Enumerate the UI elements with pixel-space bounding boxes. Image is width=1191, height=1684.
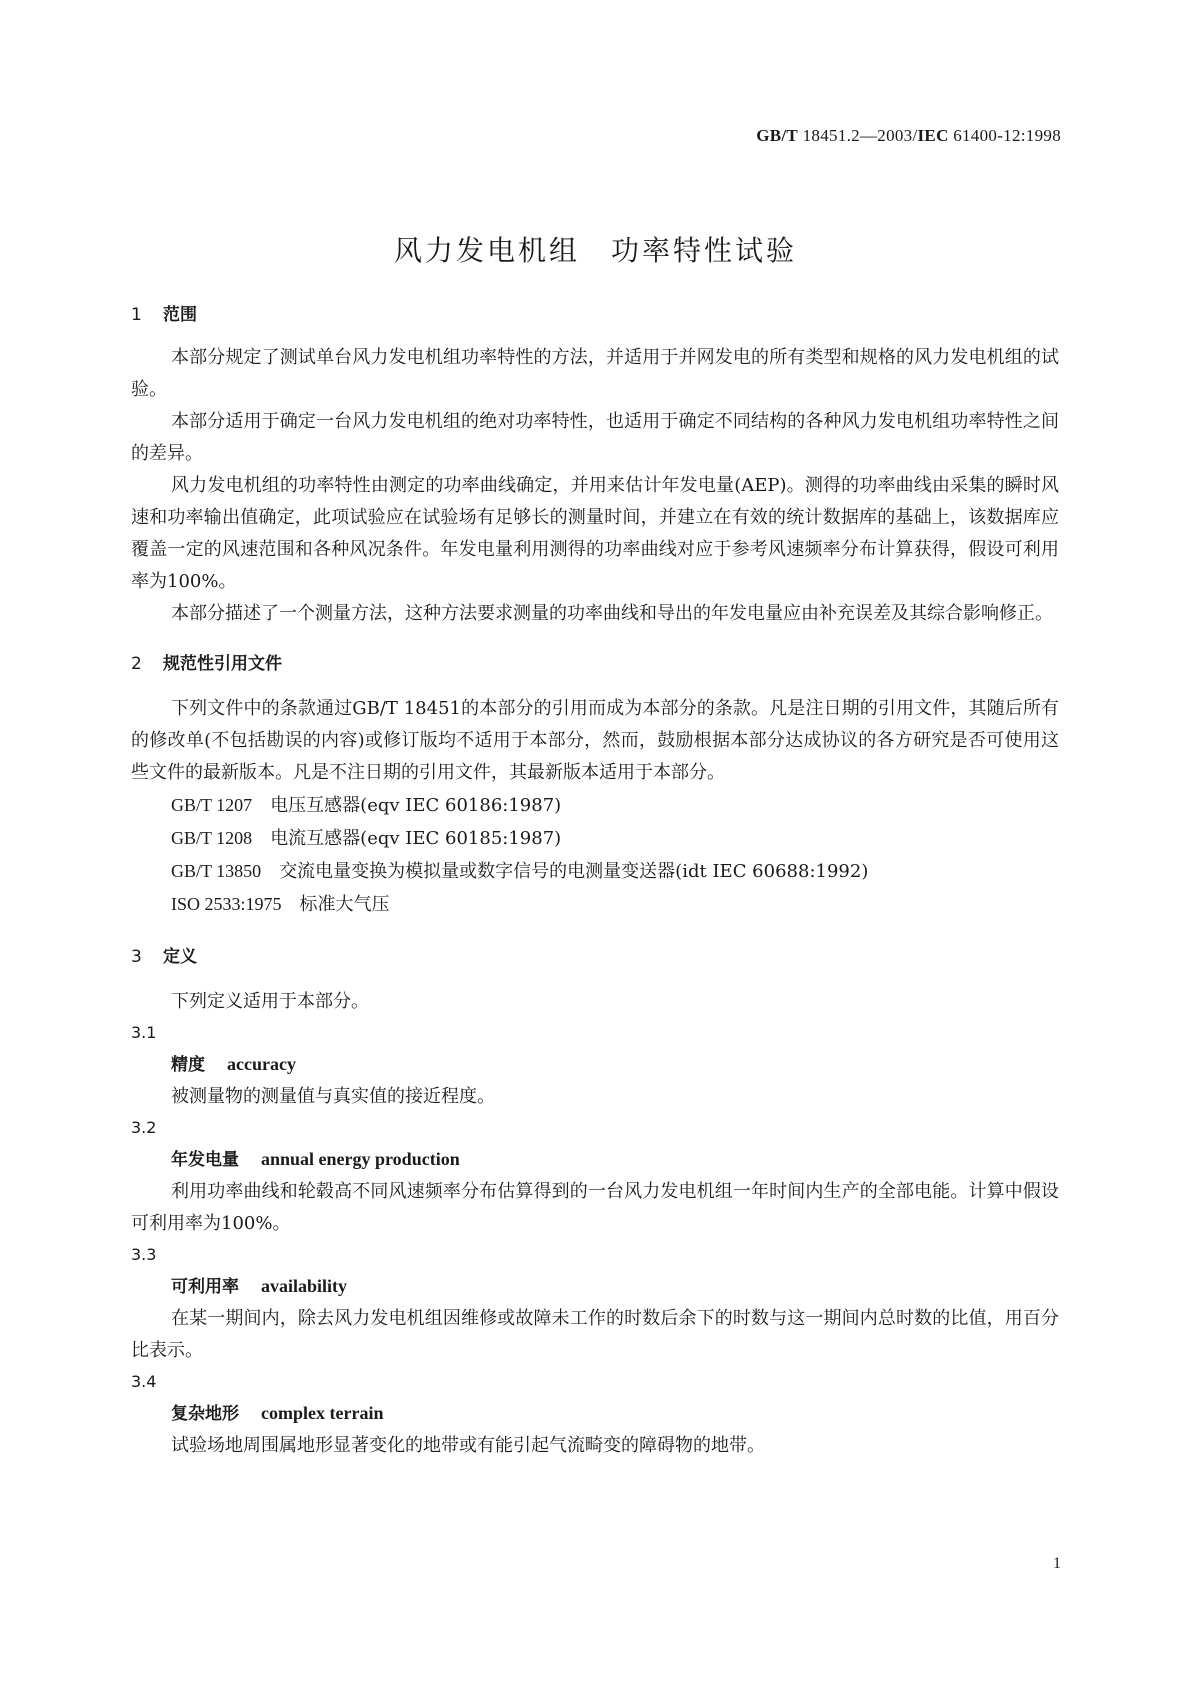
- term-english: complex terrain: [261, 1403, 384, 1423]
- section-number: 3: [131, 947, 142, 967]
- standard-code-prefix: GB/T: [756, 126, 799, 145]
- term: [131, 1270, 1059, 1303]
- page-number: 1: [1053, 1555, 1061, 1572]
- section-title: 定义: [163, 947, 197, 967]
- term-english: accuracy: [227, 1054, 296, 1074]
- reference-item: [131, 888, 1059, 921]
- paragraph: 风力发电机组的功率特性由测定的功率曲线确定，并用来估计年发电量(AEP)。测得的功率曲线由采集的瞬时风速和功率输出值确定，此项试验应在试验场有足够长的测量时间，并建立在有效的统计数据库的基础上，该数据库应覆盖一定的风速范围和各种风况条件。年发电量利用测得的功率曲线对应于参考风速频率分布计算获得，假设可利用率为100%。: [131, 475, 1059, 592]
- document-title: 风力发电机组 功率特性试验: [393, 234, 797, 267]
- term-chinese: 精度: [171, 1055, 205, 1075]
- section-title: 范围: [163, 305, 197, 325]
- clause-number: 3.3: [131, 1245, 157, 1264]
- term-english: annual energy production: [261, 1149, 460, 1169]
- section-number: 1: [131, 305, 142, 325]
- reference-code: GB/T 1207: [171, 795, 253, 815]
- section-number: 2: [131, 654, 142, 674]
- clause-number: 3.4: [131, 1372, 157, 1391]
- term-chinese: 年发电量: [171, 1150, 239, 1170]
- term-chinese: 可利用率: [171, 1277, 239, 1297]
- definition-text: 试验场地周围属地形显著变化的地带或有能引起气流畸变的障碍物的地带。: [171, 1435, 765, 1456]
- term: [131, 1143, 1059, 1176]
- paragraph: 下列文件中的条款通过GB/T 18451的本部分的引用而成为本部分的条款。凡是注日期的引用文件，其随后所有的修改单(不包括勘误的内容)或修订版均不适用于本部分，然而，鼓励根据本部分达成协议的各方研究是否可使用这些文件的最新版本。凡是不注日期的引用文件，其最新版本适用于本部分。: [131, 698, 1059, 783]
- reference-code: GB/T 13850: [171, 861, 262, 881]
- paragraph: 本部分描述了一个测量方法，这种方法要求测量的功率曲线和导出的年发电量应由补充误差及其综合影响修正。: [171, 603, 1053, 624]
- definition-text: 在某一期间内，除去风力发电机组因维修或故障未工作的时数后余下的时数与这一期间内总时数的比值，用百分比表示。: [131, 1308, 1059, 1361]
- section-scope: [131, 300, 1059, 630]
- section-heading: [131, 300, 1059, 330]
- section-heading: [131, 649, 1059, 679]
- section-definitions: [131, 942, 1059, 1462]
- clause-number: 3.2: [131, 1118, 157, 1137]
- reference-title: 电流互感器(eqv IEC 60185:1987): [270, 828, 562, 849]
- standard-code-number: 18451.2—2003/: [798, 126, 918, 145]
- standard-code-iec: IEC: [917, 126, 949, 145]
- standard-code-iec-number: 61400-12:1998: [948, 126, 1061, 145]
- definition-text: 利用功率曲线和轮毂高不同风速频率分布估算得到的一台风力发电机组一年时间内生产的全部电能。计算中假设可利用率为100%。: [131, 1181, 1059, 1234]
- term-chinese: 复杂地形: [171, 1404, 239, 1424]
- reference-code: GB/T 1208: [171, 828, 253, 848]
- term-english: availability: [261, 1276, 348, 1296]
- standard-code: [756, 126, 1061, 146]
- reference-item: [131, 789, 1059, 822]
- paragraph: 下列定义适用于本部分。: [171, 991, 369, 1012]
- section-normative-references: [131, 649, 1059, 921]
- reference-title: 电压互感器(eqv IEC 60186:1987): [270, 795, 562, 816]
- paragraph: 本部分适用于确定一台风力发电机组的绝对功率特性，也适用于确定不同结构的各种风力发电机组功率特性之间的差异。: [131, 411, 1059, 464]
- term: [131, 1397, 1059, 1430]
- definition-text: 被测量物的测量值与真实值的接近程度。: [171, 1086, 495, 1107]
- paragraph: 本部分规定了测试单台风力发电机组功率特性的方法，并适用于并网发电的所有类型和规格的风力发电机组的试验。: [131, 347, 1059, 400]
- reference-item: [131, 855, 1059, 888]
- reference-title: 交流电量变换为模拟量或数字信号的电测量变送器(idt IEC 60688:1992): [279, 861, 869, 882]
- reference-title: 标准大气压: [299, 894, 390, 915]
- clause-number: 3.1: [131, 1023, 157, 1042]
- section-heading: [131, 942, 1059, 972]
- section-title: 规范性引用文件: [163, 654, 282, 674]
- reference-code: ISO 2533:1975: [171, 894, 282, 914]
- reference-item: [131, 822, 1059, 855]
- term: [131, 1048, 1059, 1081]
